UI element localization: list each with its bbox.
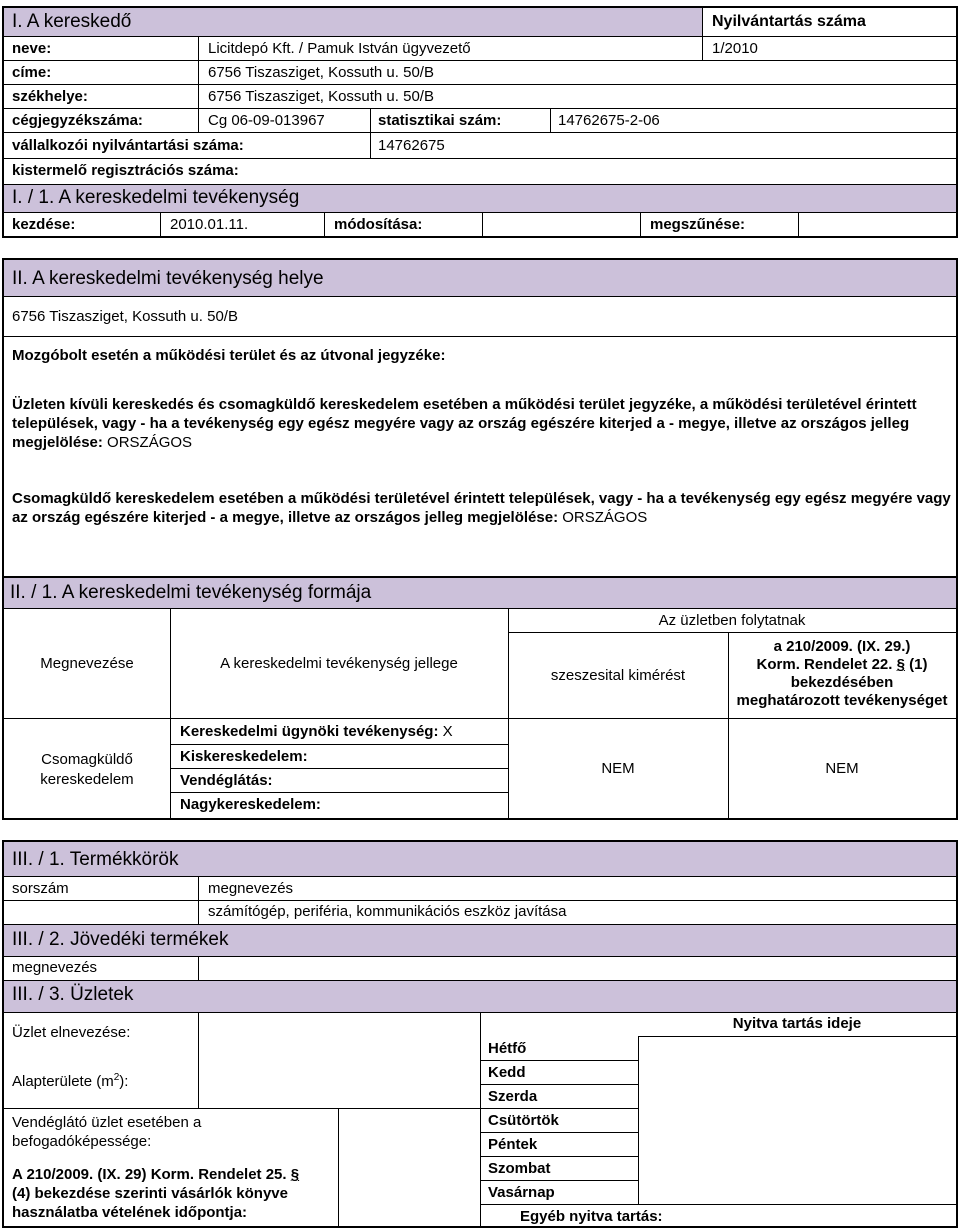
other-hours-label: Egyéb nyitva tartás: <box>520 1208 663 1225</box>
excise-label: megnevezés <box>12 959 98 976</box>
shops-title: III. / 3. Üzletek <box>12 984 134 1005</box>
col-product-header: megnevezés <box>208 880 294 897</box>
registration-value: 1/2010 <box>712 40 758 57</box>
type-label: Nagykereskedelem: <box>180 796 321 813</box>
col-number-header: sorszám <box>12 880 69 897</box>
type-label: Vendéglátás: <box>180 772 273 789</box>
name-label: neve: <box>12 40 52 57</box>
address-value: 6756 Tiszasziget, Kossuth u. 50/B <box>208 64 434 81</box>
section-merchant <box>2 6 958 238</box>
capacity-line-1: Vendéglátó üzlet esetében a <box>12 1114 202 1131</box>
day-label: Szerda <box>488 1088 538 1105</box>
day-label: Kedd <box>488 1064 526 1081</box>
day-label: Vasárnap <box>488 1184 555 1201</box>
day-label: Hétfő <box>488 1040 527 1057</box>
complaint-book-label <box>12 1165 299 1222</box>
outside-trade-label: Üzleten kívüli kereskedés és csomagküldő kereskedelem esetében a működési terület jegyzéke, a működési területével érintett települések, vagy - ha a tevékenység egy egész megyére vagy az ország egészére kiterjed a - megye, illetve az országos jelleg megjelölése: <box>12 396 917 451</box>
section-products <box>2 840 958 1228</box>
name-value: Licitdepó Kft. / Pamuk István ügyvezető <box>208 40 471 57</box>
section-title: I. A kereskedő <box>12 11 132 32</box>
col-shop-header: Az üzletben folytatnak <box>658 612 806 629</box>
section-title: II. A kereskedelmi tevékenység helye <box>12 268 324 289</box>
shop-area-tail: ): <box>119 1073 129 1090</box>
complaint-book-line-2: (4) bekezdése szerinti vásárlók könyve <box>12 1185 288 1202</box>
seat-label: székhelye: <box>12 88 88 105</box>
products-title: III. / 1. Termékkörök <box>12 849 179 870</box>
form-section-title: II. / 1. A kereskedelmi tevékenység formája <box>10 582 372 603</box>
location-address: 6756 Tiszasziget, Kossuth u. 50/B <box>12 308 238 325</box>
col-decree-line-4: bekezdésében <box>790 674 894 691</box>
opening-hours-title: Nyitva tartás ideje <box>732 1015 862 1032</box>
col-name-header: Megnevezése <box>40 655 134 672</box>
type-row <box>180 723 453 740</box>
subsection-title: I. / 1. A kereskedelmi tevékenység <box>12 187 300 208</box>
smallholder-reg-label: kistermelő regisztrációs száma: <box>12 162 239 179</box>
complaint-book-section-sign: § <box>290 1166 300 1183</box>
mail-order-label: Csomagküldő kereskedelem esetében a működési területével érintett települések, vagy - ha a tevékenység egy egész megyére vagy az ország egészére kiterjed - a megye, illetve az országos jelleg megjelölése: <box>12 490 951 526</box>
capacity-label <box>12 1113 201 1151</box>
outside-trade-value: ORSZÁGOS <box>107 434 193 451</box>
col-alcohol-header: szeszesital kimérést <box>550 667 686 684</box>
shop-area-text: Alapterülete (m <box>12 1073 114 1090</box>
outside-trade-text <box>12 395 952 452</box>
col-decree-line-1: a 210/2009. (IX. 29.) <box>773 638 911 655</box>
excise-title: III. / 2. Jövedéki termékek <box>12 929 229 950</box>
company-reg-label: cégjegyzékszáma: <box>12 112 143 129</box>
registration-header: Nyilvántartás száma <box>712 13 866 30</box>
type-value: X <box>442 723 453 740</box>
day-label: Péntek <box>488 1136 538 1153</box>
entrepreneur-reg-value: 14762675 <box>378 137 445 154</box>
type-label: Kereskedelmi ügynöki tevékenység: <box>180 723 439 740</box>
row-name <box>4 750 170 790</box>
day-label: Csütörtök <box>488 1112 559 1129</box>
type-label: Kiskereskedelem: <box>180 748 308 765</box>
shops-title-bg <box>4 980 956 1012</box>
shop-area-sup: 2 <box>113 1072 120 1083</box>
shop-area-label <box>12 1072 128 1090</box>
col-decree-line-3: (1) <box>909 656 928 673</box>
type-row <box>180 748 308 765</box>
address-label: címe: <box>12 64 52 81</box>
termination-label: megszűnése: <box>650 216 746 233</box>
col-decree-line-5: meghatározott tevékenységet <box>736 692 948 709</box>
col-decree-header <box>728 638 956 710</box>
company-reg-value: Cg 06-09-013967 <box>208 112 325 129</box>
mail-order-text <box>12 489 952 527</box>
type-row <box>180 796 321 813</box>
capacity-line-2: befogadóképessége: <box>12 1133 152 1150</box>
start-label: kezdése: <box>12 216 76 233</box>
row-name-line-1: Csomagküldő <box>41 751 133 768</box>
complaint-book-line-3: használatba vételének időpontja: <box>12 1204 248 1221</box>
shop-name-label: Üzlet elnevezése: <box>12 1024 131 1041</box>
day-label: Szombat <box>488 1160 551 1177</box>
mobile-shop-label: Mozgóbolt esetén a működési terület és az útvonal jegyzéke: <box>12 347 446 364</box>
decree-value: NEM <box>825 760 859 777</box>
alcohol-value: NEM <box>601 760 635 777</box>
start-value: 2010.01.11. <box>170 216 249 233</box>
complaint-book-line-1: A 210/2009. (IX. 29) Korm. Rendelet 25. <box>12 1166 287 1183</box>
product-name: számítógép, periféria, kommunikációs eszköz javítása <box>208 903 567 920</box>
type-row <box>180 772 273 789</box>
col-nature-header: A kereskedelmi tevékenység jellege <box>220 655 458 672</box>
stat-number-value: 14762675-2-06 <box>558 112 660 129</box>
modification-label: módosítása: <box>334 216 423 233</box>
row-name-line-2: kereskedelem <box>40 771 134 788</box>
col-decree-section-sign: § <box>896 656 905 673</box>
stat-number-label: statisztikai szám: <box>378 112 502 129</box>
seat-value: 6756 Tiszasziget, Kossuth u. 50/B <box>208 88 434 105</box>
mail-order-value: ORSZÁGOS <box>562 509 648 526</box>
entrepreneur-reg-label: vállalkozói nyilvántartási száma: <box>12 137 244 154</box>
section-location <box>2 258 958 578</box>
col-decree-line-2: Korm. Rendelet 22. <box>756 656 893 673</box>
